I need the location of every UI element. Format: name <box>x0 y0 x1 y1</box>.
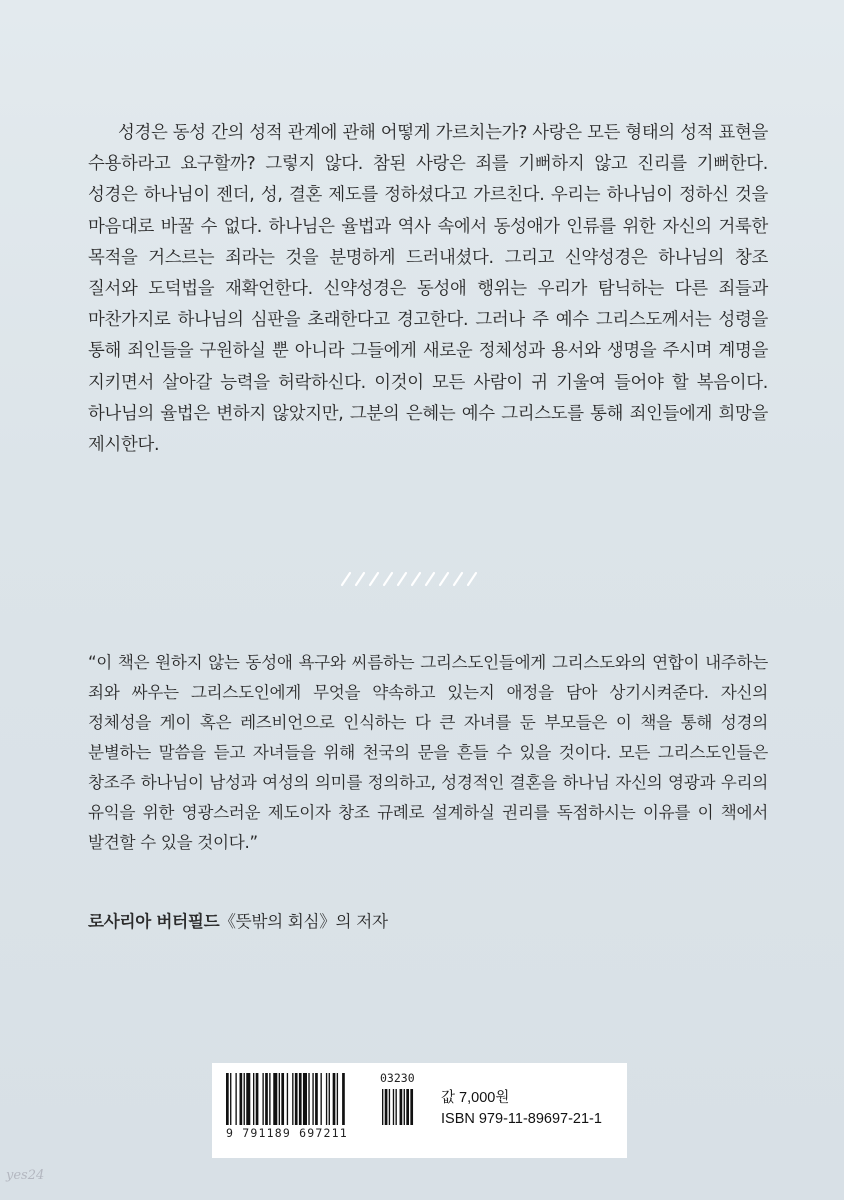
endorsement-book: 《뜻밖의 회심》의 저자 <box>219 912 388 931</box>
endorsement-attribution <box>88 908 388 932</box>
endorsement-author: 로사리아 버터필드 <box>88 912 220 931</box>
endorsement-quote: “이 책은 원하지 않는 동성애 욕구와 씨름하는 그리스도인들에게 그리스도와의 연합이 내주하는 죄와 싸우는 그리스도인에게 무엇을 약속하고 있는지 애정을 담아 상기시켜준다. 자신의 정체성을 게이 혹은 레즈비언으로 인식하는 다 큰 자녀를 둔 부모들은 이 책을 통해 성경의 분별하는 말씀을 듣고 자녀들을 위해 천국의 문을 흔들 수 있을 것이다. 모든 그리스도인들은 창조주 하나님이 남성과 여성의 의미를 정의하고, 성경적인 결혼을 하나님 자신의 영광과 우리의 유익을 위한 영광스러운 제도이자 창조 규례로 설계하실 권리를 독점하시는 이유를 이 책에서 발견할 수 있을 것이다.” <box>88 653 768 852</box>
barcode-digits: 9 791189 697211 <box>226 1126 348 1140</box>
barcode-panel <box>212 1063 627 1158</box>
addon-code: 03230 <box>380 1071 415 1085</box>
description-paragraph: 성경은 동성 간의 성적 관계에 관해 어떻게 가르치는가? 사랑은 모든 형태의 성적 표현을 수용하라고 요구할까? 그렇지 않다. 참된 사랑은 죄를 기뻐하지 않고 진리를 기뻐한다. 성경은 하나님이 젠더, 성, 결혼 제도를 정하셨다고 가르친다. 우리는 하나님이 정하신 것을 마음대로 바꿀 수 없다. 하나님은 율법과 역사 속에서 동성애가 인류를 위한 자신의 거룩한 목적을 거스르는 죄라는 것을 분명하게 드러내셨다. 그리고 신약성경은 하나님의 창조 질서와 도덕법을 재확언한다. 신약성경은 동성애 행위는 우리가 탐닉하는 다른 죄들과 마찬가지로 하나님의 심판을 초래한다고 경고한다. 그러나 주 예수 그리스도께서는 성령을 통해 죄인들을 구원하실 뿐 아니라 그들에게 새로운 정체성과 용서와 생명을 주시며 계명을 지키면서 살아갈 능력을 허락하신다. 이것이 모든 사람이 귀 기울여 들어야 할 복음이다. 하나님의 율법은 변하지 않았지만, 그분의 은혜는 예수 그리스도를 통해 죄인들에게 희망을 제시한다. <box>88 123 768 456</box>
price-label: 값 7,000원 <box>441 1090 510 1106</box>
watermark-logo: yes24 <box>6 1168 45 1183</box>
slash-divider <box>339 571 481 587</box>
isbn-label: ISBN 979-11-89697-21-1 <box>441 1111 602 1127</box>
